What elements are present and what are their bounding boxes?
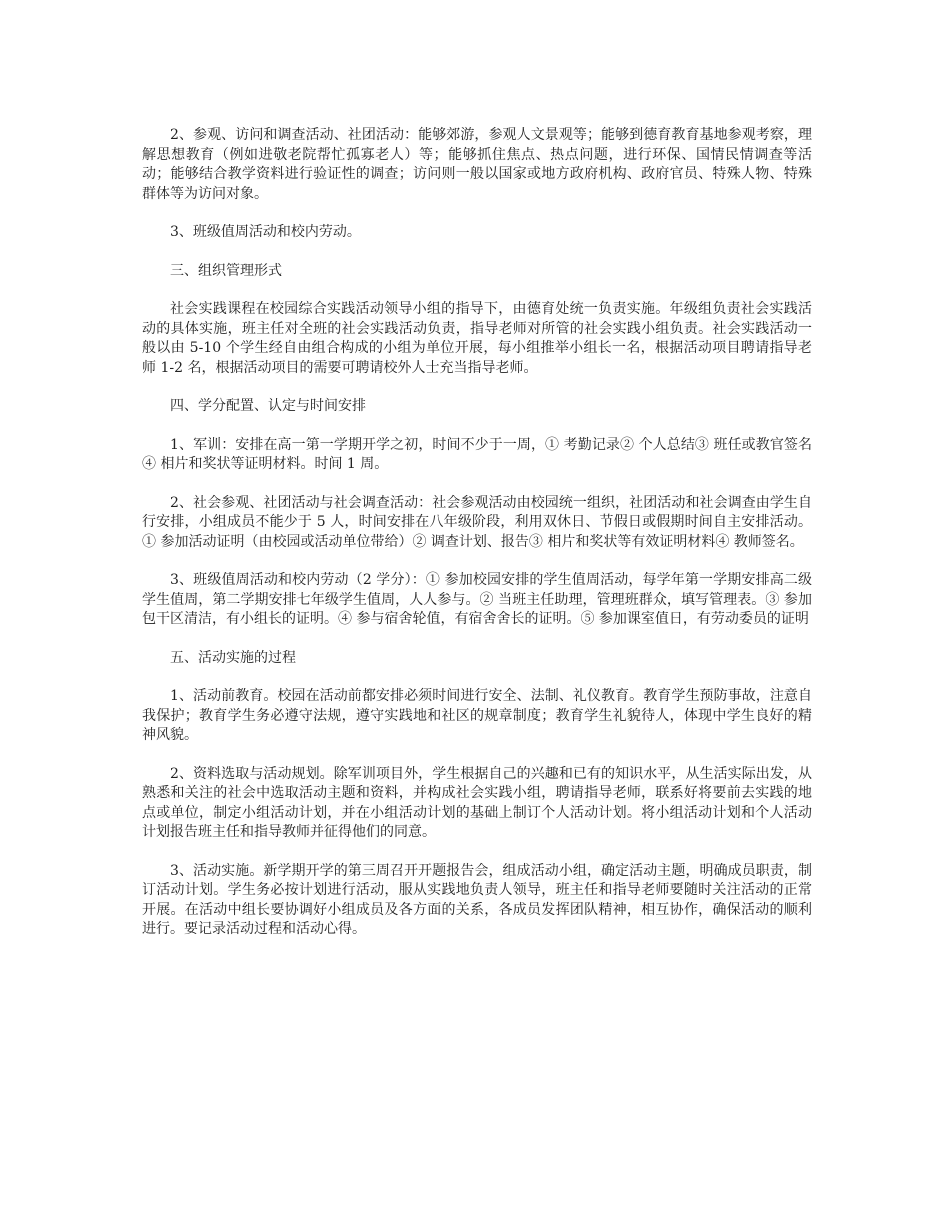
document-page: [142, 126, 812, 959]
paragraph-duty-labor: 3、班级值周活动和校内劳动（2 学分）：① 参加校园安排的学生值周活动，每学年第一学期安排高二级学生值周，第二学期安排七年级学生值周，人人参与。② 当班主任助理，管理班群众，填写管理表。③ 参加包干区清洁，有小组长的证明。④ 参与宿舍轮值，有宿舍舍长的证明。⑤ 参加课室值日，有劳动委员的证明: [142, 572, 812, 627]
section-heading-process: 五、活动实施的过程: [170, 649, 296, 666]
paragraph-pre-education: 1、活动前教育。校园在活动前都安排必须时间进行安全、法制、礼仪教育。教育学生预防事故，注意自我保护；教育学生务必遵守法规，遵守实践地和社区的规章制度；教育学生礼貌待人，体现中学生良好的精神风貌。: [142, 688, 812, 743]
paragraph-implementation: 3、活动实施。新学期开学的第三周召开开题报告会，组成活动小组，确定活动主题，明确成员职责，制订活动计划。学生务必按计划进行活动，服从实践地负责人领导，班主任和指导老师要随时关注活动的正常开展。在活动中组长要协调好小组成员及各方面的关系，各成员发挥团队精神，相互协作，确保活动的顺利进行。要记录活动过程和活动心得。: [142, 862, 812, 937]
paragraph-military-training: 1、军训：安排在高一第一学期开学之初，时间不少于一周，① 考勤记录② 个人总结③ 班任或教官签名④ 相片和奖状等证明材料。时间 1 周。: [142, 436, 812, 472]
section-heading-credits: 四、学分配置、认定与时间安排: [170, 398, 366, 414]
paragraph-organization: 社会实践课程在校园综合实践活动领导小组的指导下，由德育处统一负责实施。年级组负责社会实践活动的具体实施，班主任对全班的社会实践活动负责，指导老师对所管的社会实践小组负责。社会实践活动一般以由 5-10 个学生经自由组合构成的小组为单位开展，每小组推举小组长一名，根据活动项目聘请指导老师 1-2 名，根据活动项目的需要可聘请校外人士充当指导老师。: [142, 301, 812, 376]
section-heading-organization: 三、组织管理形式: [170, 262, 282, 279]
paragraph-class-duty: 3、班级值周活动和校内劳动。: [170, 224, 361, 240]
paragraph-visit-survey: 2、参观、访问和调查活动、社团活动：能够郊游，参观人文景观等；能够到德育教育基地参观考察，理解思想教育（例如进敬老院帮忙孤寡老人）等；能够抓住焦点、热点问题，进行环保、国情民情调查等活动；能够结合教学资料进行验证性的调查；访问则一般以国家或地方政府机构、政府官员、特殊人物、特殊群体等为访问对象。: [142, 127, 812, 202]
paragraph-planning: 2、资料选取与活动规划。除军训项目外，学生根据自己的兴趣和已有的知识水平，从生活实际出发，从熟悉和关注的社会中选取活动主题和资料，并构成社会实践小组，聘请指导老师，联系好将要前去实践的地点或单位，制定小组活动计划，并在小组活动计划的基础上制订个人活动计划。将小组活动计划和个人活动计划报告班主任和指导教师并征得他们的同意。: [142, 765, 812, 840]
paragraph-social-visit: 2、社会参观、社团活动与社会调查活动：社会参观活动由校园统一组织，社团活动和社会调查由学生自行安排，小组成员不能少于 5 人，时间安排在八年级阶段，利用双休日、节假日或假期时间自主安排活动。① 参加活动证明（由校园或活动单位带给）② 调查计划、报告③ 相片和奖状等有效证明材料④ 教师签名。: [142, 494, 812, 550]
